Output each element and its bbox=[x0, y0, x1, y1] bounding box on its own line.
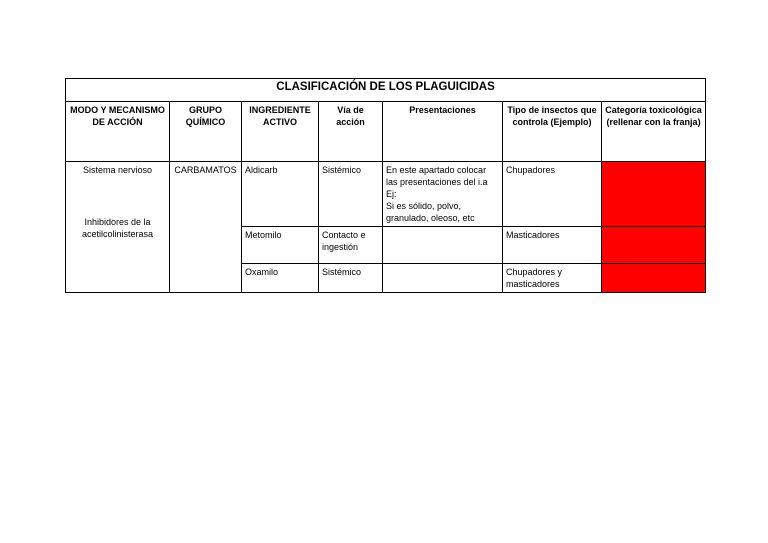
tox-category-cell bbox=[602, 227, 706, 264]
mode-cell bbox=[66, 162, 170, 293]
table-title: CLASIFICACIÓN DE LOS PLAGUICIDAS bbox=[66, 79, 706, 102]
header-mode: MODO Y MECANISMO DE ACCIÓN bbox=[66, 102, 170, 162]
header-tox-category: Categoría toxicológica (rellenar con la franja) bbox=[602, 102, 706, 162]
insects-cell: Chupadores bbox=[503, 162, 602, 227]
insects-cell: Chupadores y masticadores bbox=[503, 264, 602, 293]
header-group: GRUPO QUÍMICO bbox=[170, 102, 242, 162]
route-cell: Contacto e ingestión bbox=[319, 227, 383, 264]
header-ingredient: INGREDIENTE ACTIVO bbox=[242, 102, 319, 162]
ingredient-cell: Metomilo bbox=[242, 227, 319, 264]
tox-category-cell bbox=[602, 162, 706, 227]
header-route: Vía de acción bbox=[319, 102, 383, 162]
ingredient-cell: Aldicarb bbox=[242, 162, 319, 227]
group-cell: CARBAMATOS bbox=[170, 162, 242, 293]
route-cell: Sistémico bbox=[319, 264, 383, 293]
presentations-cell: En este apartado colocar las presentaciones del i.a Ej: Si es sólido, polvo, granulado, oleoso, etc bbox=[383, 162, 503, 227]
mode-line1: Sistema nervioso bbox=[82, 165, 153, 175]
presentations-cell bbox=[383, 227, 503, 264]
route-cell: Sistémico bbox=[319, 162, 383, 227]
pesticide-classification-table bbox=[65, 78, 706, 293]
insects-cell: Masticadores bbox=[503, 227, 602, 264]
header-row bbox=[66, 102, 706, 162]
tox-category-cell bbox=[602, 264, 706, 293]
header-insects: Tipo de insectos que controla (Ejemplo) bbox=[503, 102, 602, 162]
ingredient-cell: Oxamilo bbox=[242, 264, 319, 293]
table-row bbox=[66, 162, 706, 227]
presentations-cell bbox=[383, 264, 503, 293]
header-presentations: Presentaciones bbox=[383, 102, 503, 162]
mode-line2: Inhibidores de la acetilcolinisterasa bbox=[81, 217, 154, 239]
